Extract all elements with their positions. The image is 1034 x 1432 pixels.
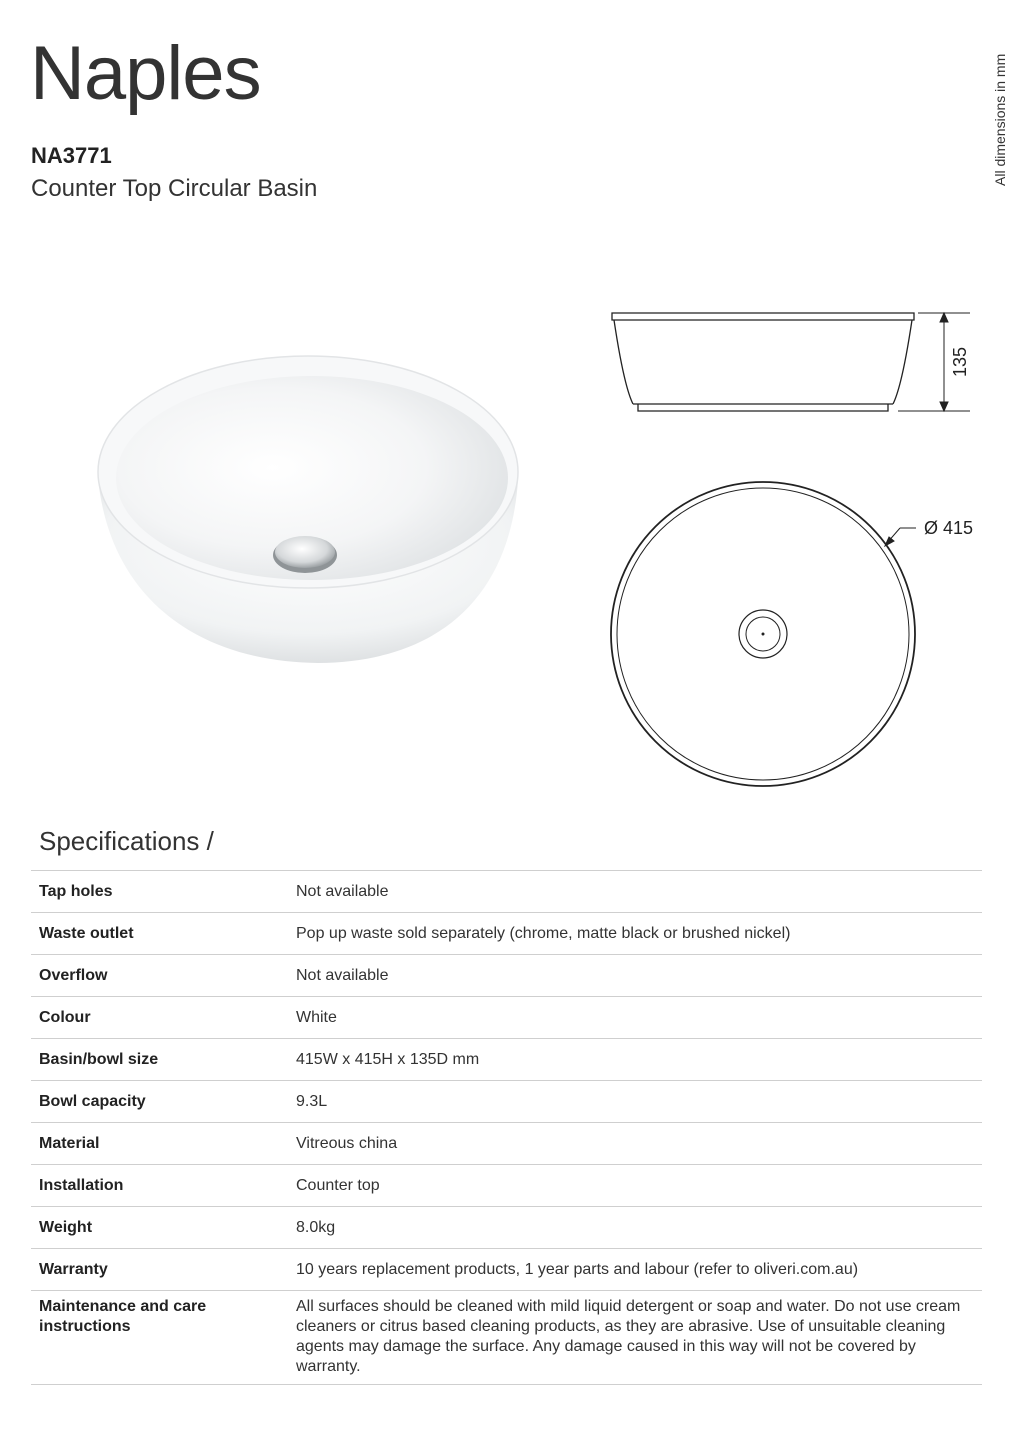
spec-label: Colour — [31, 997, 296, 1039]
diameter-leader — [885, 528, 916, 546]
table-row — [31, 1039, 982, 1081]
spec-label: Warranty — [31, 1249, 296, 1291]
table-row — [31, 1291, 982, 1385]
basin-photo — [90, 350, 530, 680]
table-row — [31, 1249, 982, 1291]
side-elevation — [612, 313, 914, 411]
table-row — [31, 1123, 982, 1165]
spec-label: Maintenance and care instructions — [31, 1291, 296, 1385]
spec-value: 8.0kg — [296, 1207, 982, 1249]
table-row — [31, 1081, 982, 1123]
table-row — [31, 1165, 982, 1207]
table-row — [31, 997, 982, 1039]
spec-value: 9.3L — [296, 1081, 982, 1123]
spec-value: Not available — [296, 871, 982, 913]
spec-label: Installation — [31, 1165, 296, 1207]
product-title: Naples — [30, 31, 261, 116]
plan-view — [611, 482, 915, 786]
spec-label: Weight — [31, 1207, 296, 1249]
table-row — [31, 871, 982, 913]
table-row — [31, 1207, 982, 1249]
spec-value: White — [296, 997, 982, 1039]
spec-value: All surfaces should be cleaned with mild liquid detergent or soap and water. Do not use cream cleaners or citrus based cleaning products, as they are abrasive. Use of unsuitable cleaning agents may damage the surface. Any damage caused in this way will not be covered by warranty. — [296, 1291, 982, 1385]
spec-value: Vitreous china — [296, 1123, 982, 1165]
spec-label: Waste outlet — [31, 913, 296, 955]
table-row — [31, 955, 982, 997]
specifications-heading: Specifications / — [39, 826, 214, 856]
spec-label: Basin/bowl size — [31, 1039, 296, 1081]
height-dimension-label: 135 — [950, 346, 970, 378]
spec-value: 10 years replacement products, 1 year parts and labour (refer to oliveri.com.au) — [296, 1249, 982, 1291]
spec-label: Bowl capacity — [31, 1081, 296, 1123]
spec-value: Counter top — [296, 1165, 982, 1207]
product-subtitle: Counter Top Circular Basin — [31, 175, 318, 202]
spec-value: Not available — [296, 955, 982, 997]
spec-label: Tap holes — [31, 871, 296, 913]
technical-drawing — [600, 300, 1000, 800]
product-code: NA3771 — [31, 143, 112, 168]
spec-value: Pop up waste sold separately (chrome, matte black or brushed nickel) — [296, 913, 982, 955]
spec-label: Material — [31, 1123, 296, 1165]
spec-value: 415W x 415H x 135D mm — [296, 1039, 982, 1081]
table-row — [31, 913, 982, 955]
spec-label: Overflow — [31, 955, 296, 997]
diameter-dimension-label: Ø 415 — [924, 518, 974, 538]
specifications-table — [31, 870, 982, 1385]
dimensions-note: All dimensions in mm — [992, 53, 1008, 186]
